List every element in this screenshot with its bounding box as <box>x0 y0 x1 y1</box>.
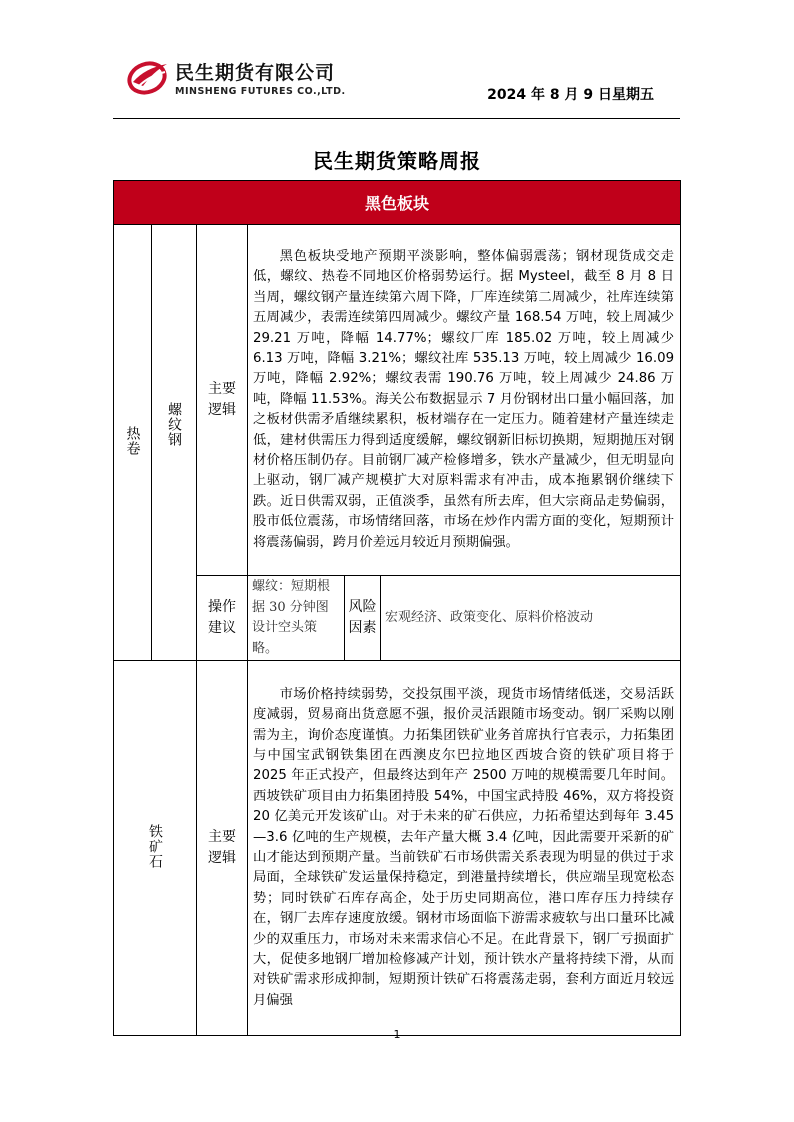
rebar-risk-label: 风险因素 <box>345 576 381 661</box>
rebar-logic-text: 黑色板块受地产预期平淡影响，整体偏弱震荡；钢材现货成交走低，螺纹、热卷不同地区价格弱势运行。据 Mysteel，截至 8 月 8 日当周，螺纹钢产量连续第六周下降，厂库连续第二周减少，社库连续第五周减少，表需连续第四周减少。螺纹产量 168.54 万吨，较上周减少 29.21 万吨，降幅 14.77%；螺纹厂库 185.02 万吨，较上周减少 6.13 万吨，降幅 3.21%；螺纹社库 535.13 万吨，较上周减少 16.09 万吨，降幅 2.92%；螺纹表需 190.76 万吨，较上周减少 24.86 万吨，降幅 11.53%。海关公布数据显示 7 月份钢材出口量小幅回落，加之板材供需矛盾继续累积，板材端存在一定压力。随着建材产量连续走低，建材供需压力得到适度缓解，螺纹钢新旧标切换期，短期抛压对钢材价格压制仍存。目前钢厂减产检修增多，铁水产量减少，但无明显向上驱动，钢厂减产规模扩大对原料需求有冲击，成本拖累钢价继续下跌。近日供需双弱，正值淡季，虽然有所去库，但大宗商品走势偏弱，股市低位震荡，市场情绪回落，市场在炒作内需方面的变化，短期预计将震荡偏弱，跨月价差远月较近月预期偏强。 <box>248 225 681 576</box>
strategy-table <box>113 180 681 1036</box>
rebar-operation-label: 操作建议 <box>197 576 248 661</box>
company-logo <box>127 56 367 102</box>
rebar-risk-text: 宏观经济、政策变化、原料价格波动 <box>381 576 681 661</box>
logo-mark-icon <box>127 56 171 96</box>
iron-logic-text: 市场价格持续弱势，交投氛围平淡，现货市场情绪低迷，交易活跃度减弱，贸易商出货意愿不强，报价灵活跟随市场变动。钢厂采购以刚需为主，询价态度谨慎。力拓集团铁矿业务首席执行官表示，力拓集团与中国宝武钢铁集团在西澳皮尔巴拉地区西坡合资的铁矿项目将于 2025 年正式投产，但最终达到年产 2500 万吨的规模需要几年时间。西坡铁矿项目由力拓集团持股 54%，中国宝武持股 46%，双方将投资 20 亿美元开发该矿山。对于未来的矿石供应，力拓希望达到每年 3.45—3.6 亿吨的生产规模，去年产量大概 3.4 亿吨，因此需要开采新的矿山才能达到预期产量。当前铁矿石市场供需关系表现为明显的供过于求局面，全球铁矿发运量保持稳定，到港量持续增长，供应端呈现宽松态势；同时铁矿石库存高企，处于历史同期高位，港口库存压力持续存在，钢厂去库存速度放缓。钢材市场面临下游需求疲软与出口量环比减少的双重压力，市场对未来需求信心不足。在此背景下，钢厂亏损面扩大，促使多地钢厂增加检修减产计划，预计铁水产量将持续下滑，从而对铁矿需求形成抑制，短期预计铁矿石将震荡走弱，套利方面近月较远月偏强 <box>248 661 681 1036</box>
header-divider <box>113 118 680 119</box>
page-title: 民生期货策略周报 <box>313 149 481 173</box>
group-label-hot-coil: 热卷 <box>114 225 152 661</box>
page-header <box>113 52 680 118</box>
product-label-iron-ore: 铁矿石 <box>114 661 197 1036</box>
rebar-operation-text: 螺纹：短期根据 30 分钟图设计空头策略。 <box>248 576 345 661</box>
iron-logic-label: 主要逻辑 <box>197 661 248 1036</box>
product-label-rebar: 螺纹钢 <box>152 225 197 661</box>
section-header: 黑色板块 <box>114 181 681 225</box>
company-name-en: MINSHENG FUTURES CO.,LTD. <box>175 86 346 97</box>
report-date: 2024 年 8 月 9 日星期五 <box>487 87 654 103</box>
rebar-logic-label: 主要逻辑 <box>197 225 248 576</box>
page-number: 1 <box>393 1028 401 1041</box>
company-name-cn: 民生期货有限公司 <box>175 62 336 84</box>
